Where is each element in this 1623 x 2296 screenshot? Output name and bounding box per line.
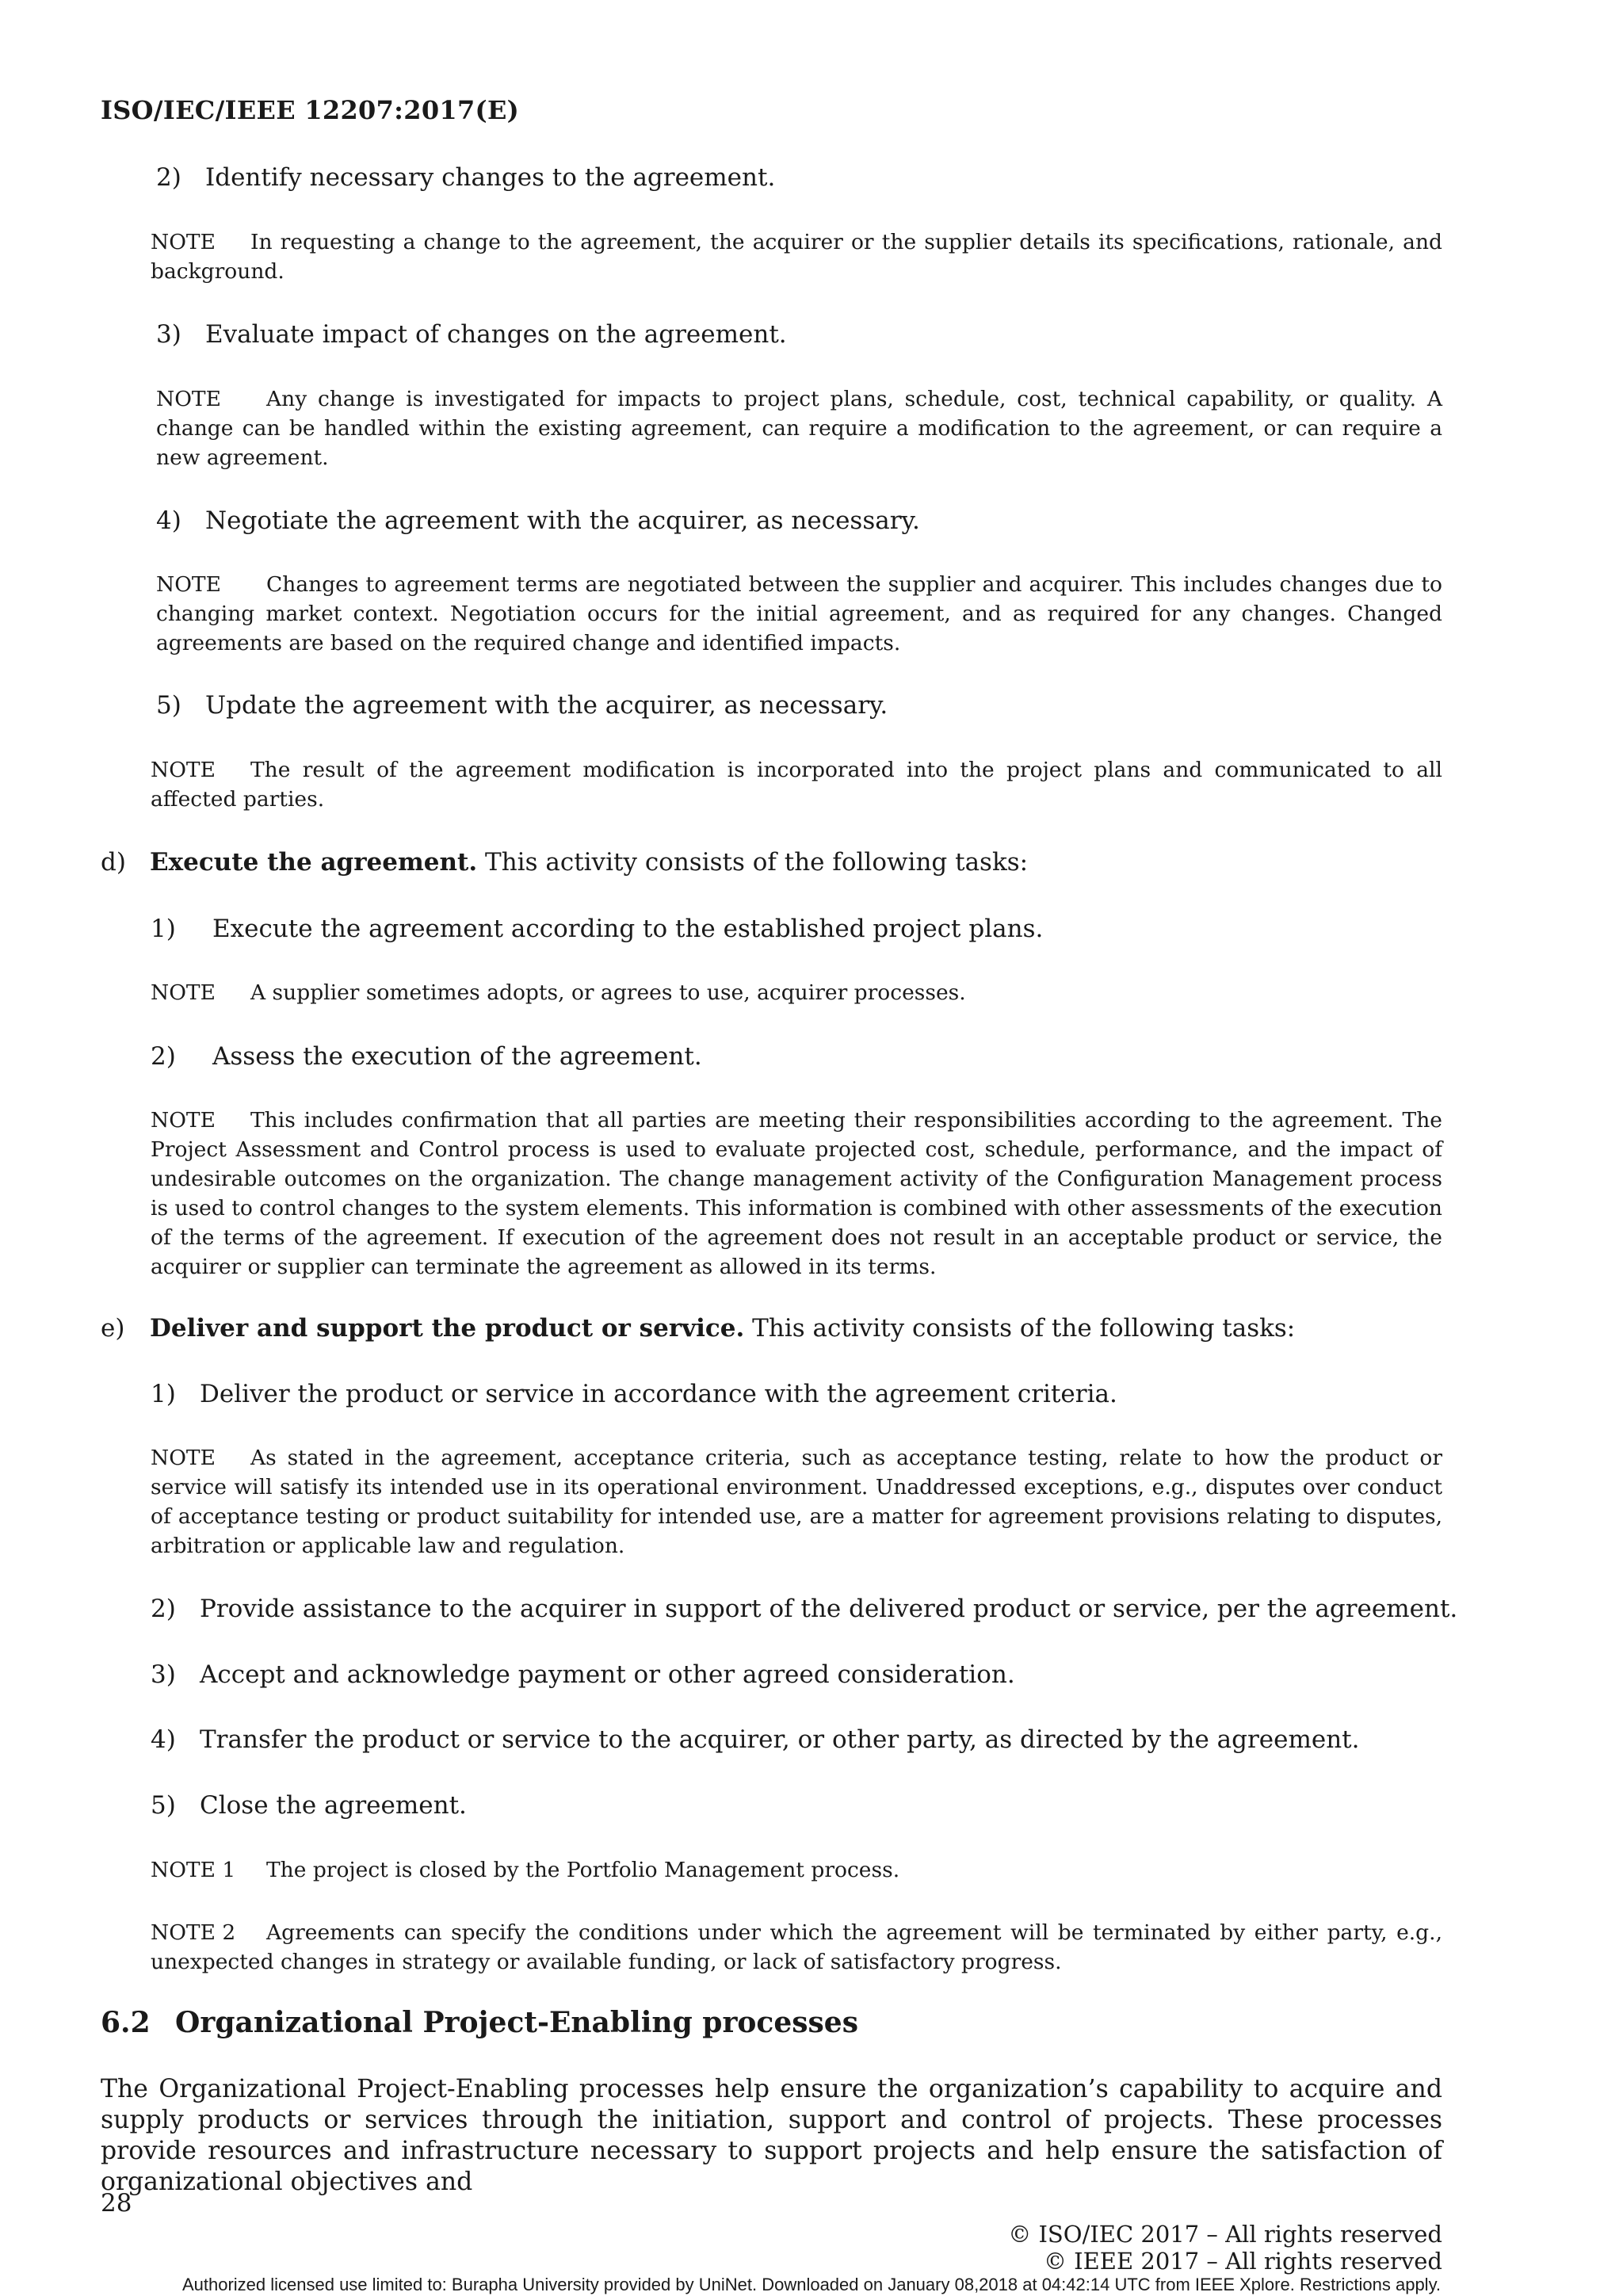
section-number: 6.2 — [101, 2006, 151, 2039]
note-c-2 — [151, 227, 1442, 286]
note-e-1 — [151, 1443, 1442, 1561]
task-number: 4) — [151, 1725, 176, 1754]
note-label: NOTE — [151, 1108, 216, 1133]
note-text: As stated in the agreement, acceptance criteria, such as acceptance testing, relate to how the product or service will satisfy its intended use in its operational environment. Unaddressed exceptions, e.g., disputes over conduct of acceptance testing or product suitability for intended use, are a matter for agreement provisions relating to disputes, arbitration or applicable law and regulation. — [151, 1446, 1442, 1558]
activity-letter: e) — [101, 1314, 125, 1343]
note-text: This includes confirmation that all parties are meeting their responsibilities according to the agreement. The Project Assessment and Control process is used to evaluate projected cost, schedule, performance, and the impact of undesirable outcomes on the organization. The change management activity of the Configuration Management process is used to control changes to the system elements. This information is combined with other assessments of the execution of the terms of the agreement. If execution of the agreement does not result in an acceptable product or service, the acquirer or supplier can terminate the agreement as allowed in its terms. — [151, 1108, 1442, 1279]
task-d-1 — [151, 913, 1043, 945]
note-label: NOTE — [156, 387, 221, 411]
task-e-4 — [151, 1724, 1360, 1755]
note-text: A supplier sometimes adopts, or agrees to use, acquirer processes. — [250, 980, 966, 1005]
note-text: Any change is investigated for impacts to project plans, schedule, cost, technical capability, or quality. A change can be handled within the existing agreement, can require a modification to the agreement, or can require a new agreement. — [156, 387, 1442, 470]
task-text: Deliver the product or service in accordance with the agreement criteria. — [200, 1380, 1117, 1408]
task-e-1 — [151, 1378, 1117, 1410]
note-text: In requesting a change to the agreement, the acquirer or the supplier details its specifications, rationale, and background. — [151, 230, 1442, 284]
activity-text: This activity consists of the following tasks: — [477, 848, 1029, 877]
task-text: Execute the agreement according to the established project plans. — [212, 915, 1044, 943]
copyright-ieee: © IEEE 2017 – All rights reserved — [1043, 2248, 1442, 2275]
note-e-5-1 — [151, 1855, 1442, 1885]
note-text: The project is closed by the Portfolio Management process. — [266, 1858, 900, 1882]
section-heading — [101, 2006, 858, 2039]
task-c-5 — [156, 690, 888, 721]
note-label: NOTE — [156, 572, 221, 597]
copyright-iso: © ISO/IEC 2017 – All rights reserved — [1008, 2221, 1442, 2248]
task-d-2 — [151, 1041, 702, 1072]
page-number: 28 — [101, 2189, 132, 2218]
task-c-3 — [156, 319, 787, 350]
activity-text: This activity consists of the following tasks: — [744, 1314, 1296, 1343]
task-c-4 — [156, 505, 920, 537]
task-e-2 — [151, 1593, 1457, 1625]
task-c-2 — [156, 162, 775, 193]
task-number: 2) — [151, 1042, 176, 1071]
task-e-5 — [151, 1790, 467, 1821]
note-e-5-2 — [151, 1918, 1442, 1977]
activity-letter: d) — [101, 848, 126, 877]
task-text: Assess the execution of the agreement. — [212, 1042, 702, 1071]
note-c-3 — [156, 384, 1442, 472]
note-c-4 — [156, 570, 1442, 658]
task-text: Update the agreement with the acquirer, as necessary. — [205, 691, 888, 720]
task-number: 2) — [151, 1595, 176, 1623]
note-c-5 — [151, 755, 1442, 814]
task-number: 3) — [156, 320, 181, 349]
task-text: Provide assistance to the acquirer in support of the delivered product or service, per the agreement. — [200, 1595, 1458, 1623]
document-header: ISO/IEC/IEEE 12207:2017(E) — [101, 95, 520, 125]
activity-title: Deliver and support the product or service. — [150, 1314, 745, 1343]
task-number: 4) — [156, 506, 181, 535]
section-body-paragraph: The Organizational Project-Enabling processes help ensure the organization’s capability to acquire and supply products or services through the initiation, support and control of projects. These processes provide resources and infrastructure necessary to support projects and help ensure the satisfaction of organizational objectives and — [101, 2075, 1442, 2196]
task-number: 5) — [151, 1791, 176, 1820]
activity-d — [101, 846, 1028, 878]
note-d-2 — [151, 1106, 1442, 1282]
task-number: 1) — [151, 1380, 176, 1408]
activity-title: Execute the agreement. — [150, 848, 478, 877]
section-title: Organizational Project-Enabling processes — [175, 2006, 858, 2039]
note-label: NOTE 1 — [151, 1858, 236, 1882]
note-label: NOTE — [151, 980, 216, 1005]
note-label: NOTE — [151, 758, 216, 782]
task-text: Identify necessary changes to the agreement. — [205, 163, 776, 192]
note-label: NOTE 2 — [151, 1920, 236, 1945]
note-d-1 — [151, 978, 1442, 1007]
note-text: Changes to agreement terms are negotiated between the supplier and acquirer. This includes changes due to changing market context. Negotiation occurs for the initial agreement, and as required for any changes. Changed agreements are based on the required change and identified impacts. — [156, 572, 1442, 655]
note-text: Agreements can specify the conditions under which the agreement will be terminated by either party, e.g., unexpected changes in strategy or available funding, or lack of satisfactory progress. — [151, 1920, 1442, 1974]
task-e-3 — [151, 1659, 1015, 1690]
note-label: NOTE — [151, 1446, 216, 1470]
task-text: Evaluate impact of changes on the agreement. — [205, 320, 787, 349]
note-label: NOTE — [151, 230, 216, 254]
task-text: Close the agreement. — [200, 1791, 467, 1820]
task-text: Negotiate the agreement with the acquirer, as necessary. — [205, 506, 920, 535]
task-number: 5) — [156, 691, 181, 720]
license-notice: Authorized licensed use limited to: Burapha University provided by UniNet. Downloaded on January 08,2018 at 04:42:14 UTC from IEEE Xplore. Restrictions apply. — [181, 2275, 1442, 2294]
activity-e — [101, 1312, 1295, 1344]
task-text: Transfer the product or service to the acquirer, or other party, as directed by the agreement. — [200, 1725, 1360, 1754]
note-text: The result of the agreement modification is incorporated into the project plans and communicated to all affected parties. — [151, 758, 1442, 812]
task-number: 1) — [151, 915, 176, 943]
task-number: 3) — [151, 1660, 176, 1689]
task-text: Accept and acknowledge payment or other agreed consideration. — [200, 1660, 1015, 1689]
task-number: 2) — [156, 163, 181, 192]
